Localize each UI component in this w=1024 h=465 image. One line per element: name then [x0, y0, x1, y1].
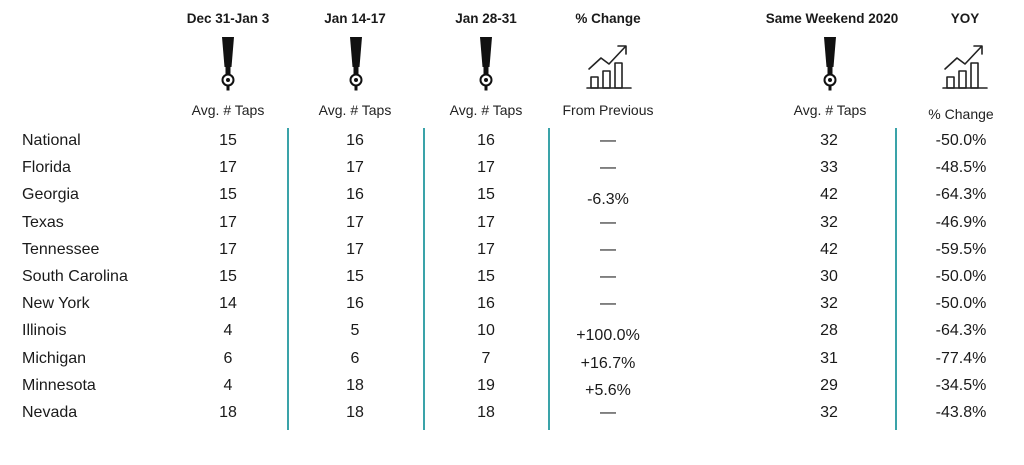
cell-dec31-jan3: 15: [219, 186, 237, 204]
cell-jan28-31: 19: [477, 376, 495, 394]
cell-same-weekend-2020: 32: [820, 404, 838, 421]
cell-jan14-17: 17: [346, 240, 364, 258]
table-row: [0, 214, 1024, 241]
cell-dec31-jan3: 18: [219, 404, 237, 421]
cell-same-weekend-2020: 42: [820, 240, 838, 258]
table-row: [0, 404, 1024, 431]
cell-percent-change: —: [600, 268, 616, 285]
cell-percent-change: —: [600, 132, 616, 149]
cell-percent-change: —: [600, 240, 616, 258]
cell-jan14-17: 16: [346, 186, 364, 204]
state-name: Tennessee: [22, 240, 100, 258]
subheader-avg-taps: Avg. # Taps: [318, 102, 392, 118]
cell-percent-change: -6.3%: [587, 191, 629, 209]
cell-same-weekend-2020: 28: [820, 322, 838, 340]
table-row: [0, 186, 1024, 213]
subheader-yoy-change: % Change: [928, 106, 994, 122]
cell-jan14-17: 18: [346, 376, 364, 394]
state-name: National: [22, 132, 81, 149]
table-row: [0, 241, 1024, 268]
cell-same-weekend-2020: 32: [820, 295, 838, 313]
cell-same-weekend-2020: 33: [820, 159, 838, 177]
cell-jan14-17: 18: [346, 404, 364, 421]
table-row: [0, 295, 1024, 322]
cell-dec31-jan3: 17: [219, 213, 237, 231]
cell-percent-change: —: [600, 213, 616, 231]
beer-tap-handle-icon: [218, 36, 238, 92]
cell-same-weekend-2020: 42: [820, 186, 838, 204]
state-name: Minnesota: [22, 376, 96, 394]
cell-jan28-31: 15: [477, 186, 495, 204]
header-yoy: YOY: [950, 11, 980, 26]
cell-yoy-change: -59.5%: [935, 240, 987, 258]
cell-dec31-jan3: 4: [223, 376, 233, 394]
cell-yoy-change: -77.4%: [935, 349, 987, 367]
cell-jan28-31: 15: [477, 268, 495, 285]
state-name: Texas: [22, 213, 64, 231]
header-dec31-jan3: Dec 31-Jan 3: [186, 11, 270, 26]
cell-jan28-31: 7: [481, 349, 491, 367]
table-row: [0, 159, 1024, 186]
cell-jan28-31: 16: [477, 295, 495, 313]
cell-yoy-change: -64.3%: [935, 322, 987, 340]
state-name: New York: [22, 295, 90, 313]
cell-jan14-17: 16: [346, 295, 364, 313]
cell-same-weekend-2020: 30: [820, 268, 838, 285]
cell-dec31-jan3: 6: [223, 349, 233, 367]
cell-dec31-jan3: 4: [223, 322, 233, 340]
state-name: Florida: [22, 159, 71, 177]
cell-yoy-change: -43.8%: [935, 404, 987, 421]
growth-chart-icon: [585, 40, 633, 90]
cell-jan14-17: 6: [350, 349, 360, 367]
cell-yoy-change: -50.0%: [935, 268, 987, 285]
header-same-weekend-2020: Same Weekend 2020: [765, 11, 899, 26]
state-name: Georgia: [22, 186, 79, 204]
cell-same-weekend-2020: 29: [820, 376, 838, 394]
cell-jan28-31: 17: [477, 159, 495, 177]
cell-yoy-change: -64.3%: [935, 186, 987, 204]
cell-jan28-31: 10: [477, 322, 495, 340]
cell-same-weekend-2020: 32: [820, 132, 838, 149]
subheader-avg-taps: Avg. # Taps: [793, 102, 867, 118]
cell-percent-change: —: [600, 404, 616, 421]
cell-dec31-jan3: 14: [219, 295, 237, 313]
beer-tap-handle-icon: [346, 36, 366, 92]
header-jan28-31: Jan 28-31: [455, 11, 517, 26]
growth-chart-icon: [941, 40, 989, 90]
cell-jan28-31: 17: [477, 213, 495, 231]
state-name: Illinois: [22, 322, 67, 340]
table-row: [0, 132, 1024, 159]
cell-jan28-31: 16: [477, 132, 495, 149]
cell-yoy-change: -48.5%: [935, 159, 987, 177]
cell-jan28-31: 18: [477, 404, 495, 421]
cell-jan14-17: 17: [346, 159, 364, 177]
state-name: Michigan: [22, 349, 87, 367]
cell-dec31-jan3: 15: [219, 132, 237, 149]
table-row: [0, 322, 1024, 349]
cell-percent-change: —: [600, 159, 616, 177]
table-row: [0, 268, 1024, 295]
table-row: [0, 350, 1024, 377]
cell-yoy-change: -34.5%: [935, 376, 987, 394]
cell-percent-change: +16.7%: [580, 354, 636, 372]
cell-same-weekend-2020: 32: [820, 213, 838, 231]
beer-tap-handle-icon: [820, 36, 840, 92]
cell-dec31-jan3: 17: [219, 240, 237, 258]
state-name: South Carolina: [22, 268, 128, 285]
cell-jan14-17: 17: [346, 213, 364, 231]
subheader-avg-taps: Avg. # Taps: [449, 102, 523, 118]
subheader-avg-taps: Avg. # Taps: [191, 102, 265, 118]
cell-yoy-change: -50.0%: [935, 295, 987, 313]
state-name: Nevada: [22, 404, 78, 421]
cell-percent-change: —: [600, 295, 616, 313]
cell-jan14-17: 15: [346, 268, 364, 285]
cell-dec31-jan3: 15: [219, 268, 237, 285]
header-percent-change: % Change: [575, 11, 641, 26]
cell-dec31-jan3: 17: [219, 159, 237, 177]
cell-yoy-change: -46.9%: [935, 213, 987, 231]
table-row: [0, 377, 1024, 404]
cell-jan28-31: 17: [477, 240, 495, 258]
subheader-from-previous: From Previous: [562, 102, 654, 118]
cell-yoy-change: -50.0%: [935, 132, 987, 149]
cell-jan14-17: 5: [350, 322, 360, 340]
cell-percent-change: +5.6%: [585, 381, 631, 399]
beer-tap-handle-icon: [476, 36, 496, 92]
cell-percent-change: +100.0%: [576, 327, 640, 345]
cell-jan14-17: 16: [346, 132, 364, 149]
cell-same-weekend-2020: 31: [820, 349, 838, 367]
header-jan14-17: Jan 14-17: [324, 11, 386, 26]
